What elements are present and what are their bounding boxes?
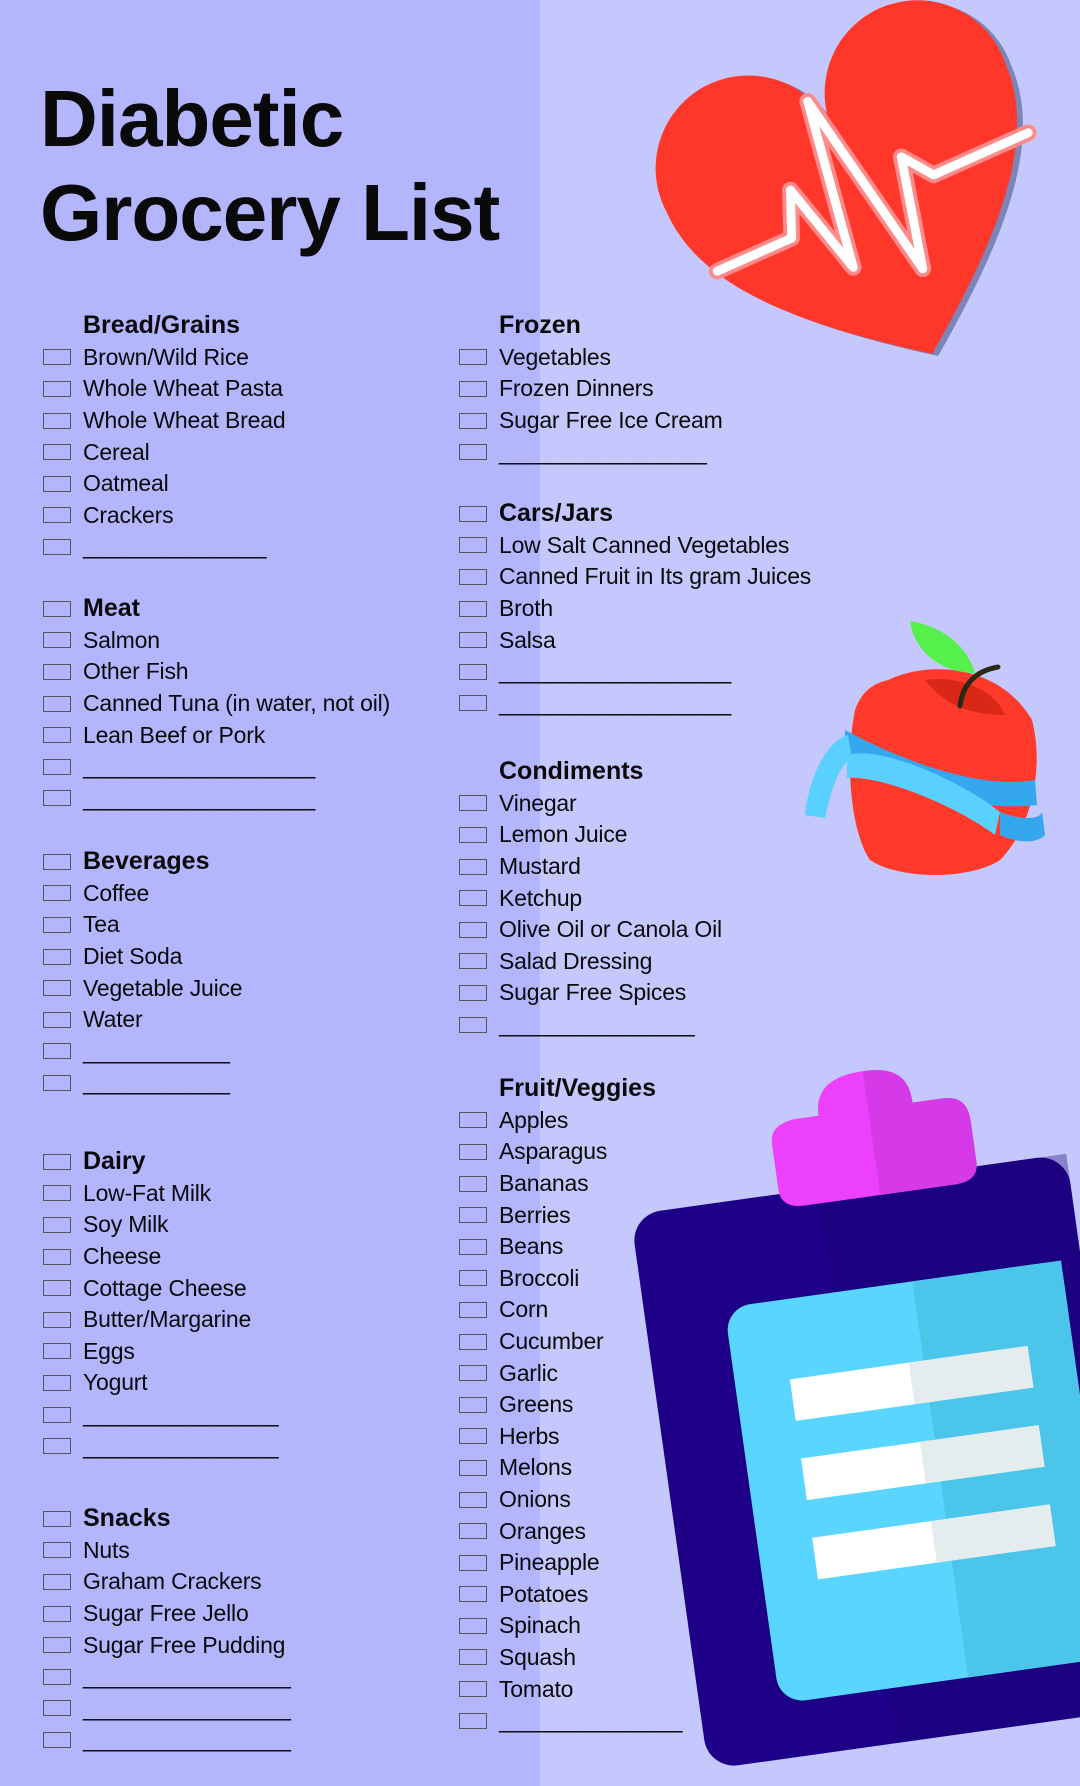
list-item — [43, 878, 242, 910]
checkbox[interactable] — [43, 917, 71, 933]
checkbox[interactable] — [459, 569, 487, 585]
item-label: Eggs — [83, 1337, 135, 1364]
list-item — [43, 656, 390, 688]
checkbox[interactable] — [459, 695, 487, 711]
checkbox[interactable] — [459, 795, 487, 811]
item-label: Sugar Free Ice Cream — [499, 407, 723, 434]
checkbox[interactable] — [43, 632, 71, 648]
item-label: Herbs — [499, 1422, 560, 1449]
blank-write-in-line[interactable]: ___________________ — [83, 753, 315, 780]
list-item — [43, 688, 390, 720]
item-label: Frozen Dinners — [499, 375, 654, 402]
apple-tape-measure-icon — [805, 621, 1045, 875]
checkbox[interactable] — [459, 953, 487, 969]
item-label: Beans — [499, 1233, 564, 1260]
list-item — [43, 1367, 278, 1399]
item-label: Squash — [499, 1643, 576, 1670]
list-item — [43, 1336, 278, 1368]
blank-write-in-line[interactable]: _______________ — [499, 1707, 682, 1734]
checkbox[interactable] — [43, 1343, 71, 1359]
item-label: Sugar Free Jello — [83, 1600, 249, 1627]
section-header: Snacks — [83, 1504, 171, 1533]
item-label: Graham Crackers — [83, 1568, 262, 1595]
list-item — [459, 1231, 682, 1263]
checkbox[interactable] — [459, 1586, 487, 1602]
checkbox[interactable] — [43, 476, 71, 492]
checkbox[interactable] — [43, 1375, 71, 1391]
list-item — [43, 625, 390, 657]
blank-write-in-line[interactable]: _______________ — [83, 533, 266, 560]
checkbox[interactable] — [43, 949, 71, 965]
checkbox-spacer — [459, 318, 487, 334]
list-item — [459, 788, 722, 820]
checkbox[interactable] — [459, 1239, 487, 1255]
checkbox[interactable] — [459, 1334, 487, 1350]
list-item — [459, 1168, 682, 1200]
checkbox[interactable] — [43, 1700, 71, 1716]
section-header: Beverages — [83, 847, 210, 876]
item-label: Canned Fruit in Its gram Juices — [499, 563, 812, 590]
checkbox[interactable] — [43, 1043, 71, 1059]
checkbox[interactable] — [459, 922, 487, 938]
checkbox[interactable] — [43, 444, 71, 460]
checkbox[interactable] — [43, 727, 71, 743]
item-label: Brown/Wild Rice — [83, 343, 249, 370]
blank-write-in-line[interactable]: ________________ — [499, 1011, 695, 1038]
list-item — [43, 1724, 290, 1756]
checkbox[interactable] — [459, 1270, 487, 1286]
item-label: Spinach — [499, 1612, 581, 1639]
list-item — [43, 941, 242, 973]
checkbox[interactable] — [459, 1144, 487, 1160]
list-item — [43, 1004, 242, 1036]
list-item — [459, 1136, 682, 1168]
checkbox[interactable] — [459, 537, 487, 553]
checkbox[interactable] — [43, 349, 71, 365]
checkbox[interactable] — [43, 1280, 71, 1296]
checkbox[interactable] — [459, 444, 487, 460]
list-item — [459, 882, 722, 914]
checkbox[interactable] — [43, 1732, 71, 1748]
list-item — [459, 1579, 682, 1611]
checkbox-spacer — [459, 1081, 487, 1097]
checkbox[interactable] — [43, 1312, 71, 1328]
list-item — [459, 1705, 682, 1737]
item-label: Apples — [499, 1106, 569, 1133]
section-meat — [43, 593, 390, 814]
checkbox[interactable] — [43, 790, 71, 806]
list-item — [459, 373, 723, 405]
list-item — [43, 373, 285, 405]
list-item — [43, 531, 285, 563]
blank-write-in-line[interactable]: ____________ — [83, 1037, 230, 1064]
checkbox[interactable] — [459, 859, 487, 875]
list-item — [43, 783, 390, 815]
list-item — [459, 977, 722, 1009]
blank-write-in-line[interactable]: ____________ — [83, 1069, 230, 1096]
item-label: Greens — [499, 1391, 574, 1418]
section-header-row — [43, 846, 242, 878]
checkbox[interactable] — [43, 854, 71, 870]
list-item — [459, 1357, 682, 1389]
checkbox[interactable] — [459, 601, 487, 617]
list-item — [43, 405, 285, 437]
item-label: Melons — [499, 1454, 572, 1481]
section-bread-grains — [43, 310, 285, 563]
section-header-row — [459, 756, 722, 788]
blank-write-in-line[interactable]: _________________ — [499, 438, 707, 465]
list-item — [43, 1304, 278, 1336]
item-label: Tea — [83, 911, 120, 938]
list-item — [459, 819, 722, 851]
list-item — [459, 1515, 682, 1547]
section-header-row — [43, 310, 285, 342]
list-item — [43, 1693, 290, 1725]
list-item — [459, 946, 722, 978]
checkbox[interactable] — [43, 601, 71, 617]
list-item — [459, 688, 811, 720]
list-item — [459, 1326, 682, 1358]
item-label: Asparagus — [499, 1138, 608, 1165]
section-condiments — [459, 756, 722, 1040]
section-beverages — [43, 846, 242, 1099]
item-label: Canned Tuna (in water, not oil) — [83, 690, 391, 717]
list-item — [43, 1067, 242, 1099]
checkbox-spacer — [459, 764, 487, 780]
checkbox-spacer — [43, 318, 71, 334]
list-item — [43, 1535, 290, 1567]
item-label: Broccoli — [499, 1264, 580, 1291]
list-item — [43, 751, 390, 783]
item-label: Whole Wheat Bread — [83, 407, 286, 434]
checkbox[interactable] — [459, 349, 487, 365]
title-line-2: Grocery List — [40, 168, 500, 257]
list-item — [459, 914, 722, 946]
section-header: Cars/Jars — [499, 499, 613, 528]
item-label: Potatoes — [499, 1580, 589, 1607]
checkbox[interactable] — [459, 1555, 487, 1571]
checkbox[interactable] — [459, 1523, 487, 1539]
checkbox[interactable] — [459, 1681, 487, 1697]
list-item — [43, 1399, 278, 1431]
checkbox[interactable] — [43, 1606, 71, 1622]
list-item — [459, 1199, 682, 1231]
checkbox[interactable] — [43, 1154, 71, 1170]
checkbox[interactable] — [43, 696, 71, 712]
checkbox[interactable] — [459, 1713, 487, 1729]
list-item — [459, 1105, 682, 1137]
item-label: Cereal — [83, 438, 150, 465]
checkbox[interactable] — [43, 381, 71, 397]
checkbox[interactable] — [459, 827, 487, 843]
checkbox[interactable] — [43, 1012, 71, 1028]
checkbox[interactable] — [43, 759, 71, 775]
section-dairy — [43, 1146, 278, 1462]
list-item — [43, 719, 390, 751]
blank-write-in-line[interactable]: ___________________ — [499, 658, 731, 685]
section-frozen — [459, 310, 723, 468]
list-item — [459, 1009, 722, 1041]
list-item — [459, 1389, 682, 1421]
item-label: Other Fish — [83, 658, 189, 685]
list-item — [43, 1661, 290, 1693]
item-label: Onions — [499, 1486, 571, 1513]
clipboard-icon — [615, 1045, 1080, 1770]
item-label: Berries — [499, 1201, 571, 1228]
blank-write-in-line[interactable]: ___________________ — [499, 689, 731, 716]
checkbox[interactable] — [459, 1176, 487, 1192]
checkbox[interactable] — [459, 632, 487, 648]
blank-write-in-line[interactable]: ________________ — [83, 1401, 279, 1428]
checkbox[interactable] — [459, 985, 487, 1001]
checkbox[interactable] — [459, 1302, 487, 1318]
checkbox[interactable] — [43, 1075, 71, 1091]
item-label: Whole Wheat Pasta — [83, 375, 283, 402]
checkbox[interactable] — [43, 885, 71, 901]
list-item — [459, 405, 723, 437]
blank-write-in-line[interactable]: ___________________ — [83, 784, 315, 811]
item-label: Vegetables — [499, 343, 611, 370]
list-item — [459, 593, 811, 625]
list-item — [459, 342, 723, 374]
list-item — [459, 1452, 682, 1484]
item-label: Tomato — [499, 1675, 574, 1702]
item-label: Salsa — [499, 626, 556, 653]
checkbox[interactable] — [43, 1574, 71, 1590]
item-label: Soy Milk — [83, 1211, 169, 1238]
checkbox[interactable] — [459, 1428, 487, 1444]
item-label: Bananas — [499, 1170, 589, 1197]
item-label: Nuts — [83, 1536, 130, 1563]
list-item — [43, 909, 242, 941]
checkbox[interactable] — [43, 1637, 71, 1653]
checkbox[interactable] — [43, 1217, 71, 1233]
checkbox[interactable] — [459, 1207, 487, 1223]
section-header-row — [459, 498, 811, 530]
item-label: Oranges — [499, 1517, 586, 1544]
list-item — [459, 1642, 682, 1674]
section-header: Dairy — [83, 1147, 146, 1176]
item-label: Diet Soda — [83, 943, 183, 970]
list-item — [459, 624, 811, 656]
checkbox[interactable] — [43, 1438, 71, 1454]
checkbox[interactable] — [43, 1249, 71, 1265]
section-header: Bread/Grains — [83, 311, 241, 340]
list-item — [43, 1178, 278, 1210]
item-label: Oatmeal — [83, 470, 169, 497]
checkbox[interactable] — [459, 1618, 487, 1634]
blank-write-in-line[interactable]: _________________ — [83, 1726, 291, 1753]
item-label: Lean Beef or Pork — [83, 721, 265, 748]
item-label: Butter/Margarine — [83, 1306, 252, 1333]
item-label: Crackers — [83, 501, 174, 528]
checkbox[interactable] — [43, 413, 71, 429]
list-item — [459, 436, 723, 468]
checkbox[interactable] — [43, 1407, 71, 1423]
list-item — [43, 1241, 278, 1273]
checkbox[interactable] — [459, 413, 487, 429]
item-label: Water — [83, 1006, 143, 1033]
checkbox[interactable] — [459, 1649, 487, 1665]
blank-write-in-line[interactable]: _________________ — [83, 1663, 291, 1690]
checkbox[interactable] — [459, 381, 487, 397]
list-item — [459, 1263, 682, 1295]
item-label: Pineapple — [499, 1549, 600, 1576]
list-item — [43, 1209, 278, 1241]
list-item — [43, 972, 242, 1004]
checkbox[interactable] — [43, 539, 71, 555]
checkbox[interactable] — [43, 1669, 71, 1685]
list-item — [459, 1673, 682, 1705]
list-item — [43, 1598, 290, 1630]
item-label: Low Salt Canned Vegetables — [499, 531, 790, 558]
list-item — [459, 530, 811, 562]
checkbox[interactable] — [459, 1492, 487, 1508]
checkbox[interactable] — [43, 980, 71, 996]
checkbox[interactable] — [459, 1397, 487, 1413]
item-label: Mustard — [499, 853, 581, 880]
section-snacks — [43, 1503, 290, 1756]
item-label: Ketchup — [499, 884, 582, 911]
list-item — [43, 1272, 278, 1304]
section-header-row — [459, 1073, 682, 1105]
section-header-row — [459, 310, 723, 342]
page-title — [40, 72, 499, 260]
item-label: Broth — [499, 595, 553, 622]
item-label: Garlic — [499, 1359, 558, 1386]
list-item — [43, 436, 285, 468]
item-label: Cottage Cheese — [83, 1274, 247, 1301]
checkbox[interactable] — [459, 1460, 487, 1476]
section-header: Frozen — [499, 311, 581, 340]
item-label: Cheese — [83, 1243, 162, 1270]
section-header-row — [43, 1503, 290, 1535]
item-label: Vinegar — [499, 789, 577, 816]
title-line-1: Diabetic — [40, 74, 344, 163]
section-cars-jars — [459, 498, 811, 719]
section-header: Meat — [83, 594, 140, 623]
checkbox[interactable] — [43, 1185, 71, 1201]
list-item — [459, 1294, 682, 1326]
checkbox[interactable] — [43, 1511, 71, 1527]
item-label: Salmon — [83, 626, 160, 653]
item-label: Sugar Free Pudding — [83, 1631, 286, 1658]
checkbox[interactable] — [459, 890, 487, 906]
list-item — [43, 1629, 290, 1661]
list-item — [459, 561, 811, 593]
checkbox[interactable] — [459, 1017, 487, 1033]
checkbox[interactable] — [43, 507, 71, 523]
checkbox[interactable] — [459, 1112, 487, 1128]
blank-write-in-line[interactable]: _________________ — [83, 1694, 291, 1721]
list-item — [43, 342, 285, 374]
list-item — [43, 1430, 278, 1462]
checkbox[interactable] — [43, 664, 71, 680]
section-header-row — [43, 593, 390, 625]
list-item — [459, 1610, 682, 1642]
section-fruit-veggies — [459, 1073, 682, 1736]
list-item — [43, 1566, 290, 1598]
list-item — [43, 500, 285, 532]
item-label: Salad Dressing — [499, 947, 653, 974]
section-header: Condiments — [499, 757, 644, 786]
list-item — [459, 656, 811, 688]
item-label: Low-Fat Milk — [83, 1179, 211, 1206]
list-item — [43, 1036, 242, 1068]
blank-write-in-line[interactable]: ________________ — [83, 1432, 279, 1459]
list-item — [459, 851, 722, 883]
section-header-row — [43, 1146, 278, 1178]
item-label: Sugar Free Spices — [499, 979, 687, 1006]
list-item — [459, 1547, 682, 1579]
item-label: Lemon Juice — [499, 821, 628, 848]
list-item — [459, 1484, 682, 1516]
item-label: Cucumber — [499, 1328, 604, 1355]
list-item — [459, 1421, 682, 1453]
checkbox[interactable] — [459, 664, 487, 680]
item-label: Vegetable Juice — [83, 974, 243, 1001]
item-label: Olive Oil or Canola Oil — [499, 916, 722, 943]
section-header: Fruit/Veggies — [499, 1074, 656, 1103]
item-label: Coffee — [83, 879, 150, 906]
checkbox[interactable] — [459, 1365, 487, 1381]
checkbox[interactable] — [459, 506, 487, 522]
item-label: Yogurt — [83, 1369, 148, 1396]
list-item — [43, 468, 285, 500]
checkbox[interactable] — [43, 1542, 71, 1558]
item-label: Corn — [499, 1296, 549, 1323]
